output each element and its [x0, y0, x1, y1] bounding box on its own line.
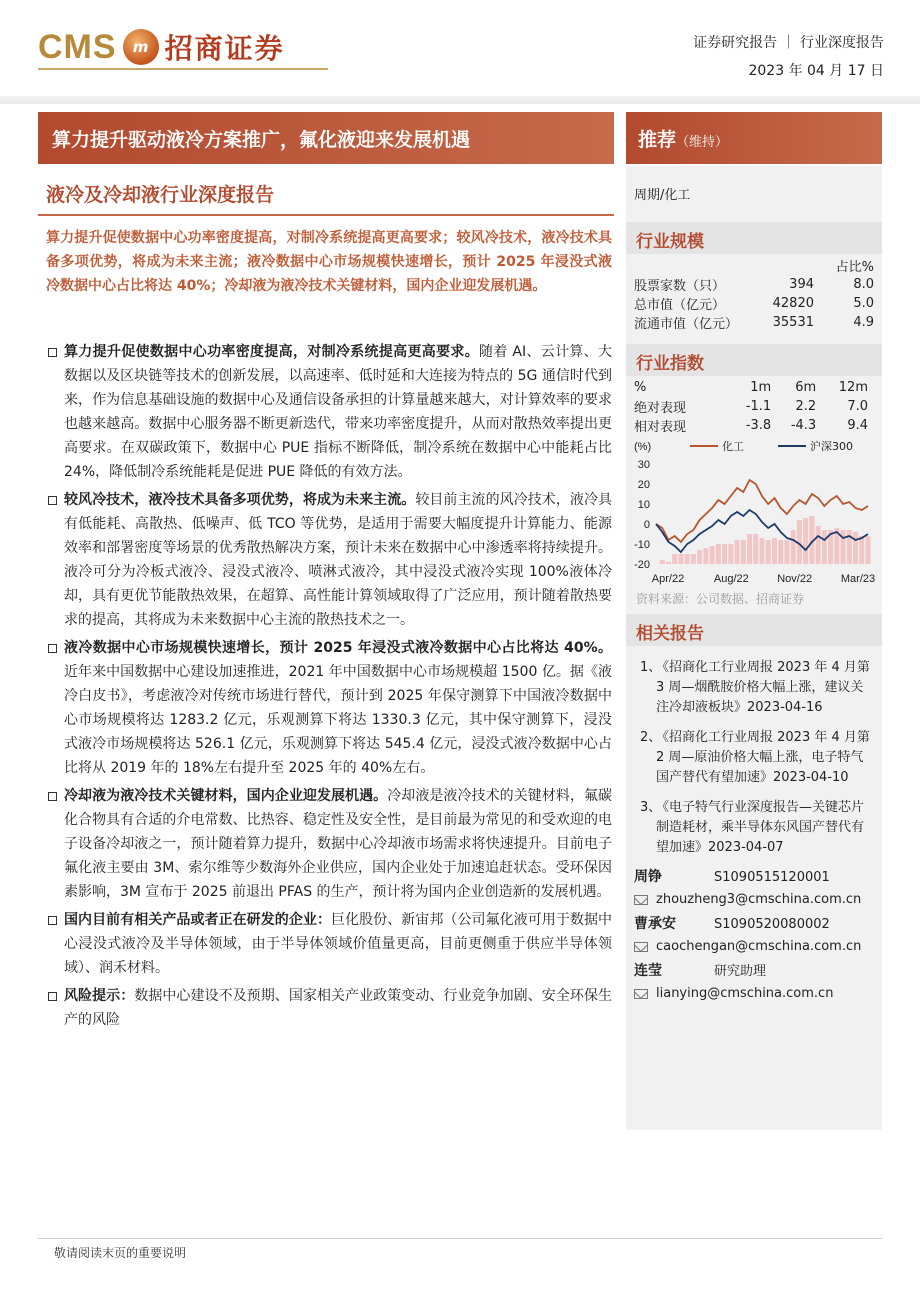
- bullet-text: 较目前主流的风冷技术，液冷具有低能耗、高散热、低噪声、低 TCO 等优势，是适用于需要大幅度提升计算能力、能源效率和部署密度等场景的优秀散热解决方案，预计未来在数据中心中渗透率将持续提升。液冷可分为冷板式液冷、浸没式液冷、喷淋式液冷，其中浸没式液冷实现 100%液体冷却，具有更优节能散热效果，在超算、高性能计算领域取得了广泛应用，预计随着散热要求的提高，其将成为未来数据中心主流的散热技术之一。: [64, 492, 613, 628]
- row-value: 2.2: [795, 399, 817, 414]
- row-label: 股票家数（只）: [634, 279, 726, 294]
- report-title: 《招商化工行业周报 2023 年 4 月第 2 周—原油价格大幅上涨，电子特气国产替代有望加速》2023-04-10: [656, 730, 870, 785]
- relative-bar: [760, 538, 765, 564]
- col-header: 6m: [795, 380, 817, 395]
- section-industry-scale: 行业规模: [626, 222, 882, 254]
- rating-banner: [626, 112, 882, 164]
- checkbox-bullet-icon: [48, 644, 57, 653]
- logo-underline: [38, 68, 328, 70]
- relative-bar: [672, 554, 677, 564]
- footer-divider: [38, 1238, 882, 1239]
- relative-bar: [766, 540, 771, 564]
- table-row: [634, 313, 874, 332]
- relative-bar: [803, 518, 808, 564]
- y-tick-label: 30: [637, 459, 650, 471]
- related-reports-list: [640, 658, 876, 868]
- section-related-reports: 相关报告: [626, 614, 882, 646]
- rating-sub: （维持）: [676, 135, 729, 150]
- industry-category: 周期/化工: [634, 188, 691, 203]
- row-value: 394: [789, 277, 814, 292]
- y-tick-label: 10: [637, 499, 650, 511]
- table-header-row: [634, 378, 868, 397]
- bullet-item: [46, 340, 612, 484]
- checkbox-bullet-icon: [48, 992, 57, 1001]
- relative-bar: [778, 540, 783, 564]
- checkbox-bullet-icon: [48, 916, 57, 925]
- bullet-lead: 液冷数据中心市场规模快速增长，预计 2025 年浸没式液冷数据中心占比将达 40%。: [64, 640, 612, 656]
- analyst-email-link[interactable]: zhouzheng3@cmschina.com.cn: [656, 892, 862, 907]
- row-pct: 5.0: [853, 296, 874, 311]
- relative-bar: [859, 536, 864, 564]
- relative-bar: [697, 550, 702, 564]
- table-row: [634, 397, 868, 416]
- related-report-link[interactable]: [640, 658, 876, 718]
- relative-bar: [791, 530, 796, 564]
- row-label: 总市值（亿元）: [634, 298, 726, 313]
- analyst-role: 研究助理: [714, 964, 767, 979]
- relative-bar: [678, 554, 683, 564]
- analyst-id: S1090515120001: [714, 870, 830, 885]
- relative-bar: [685, 554, 690, 564]
- bullet-text: 随着 AI、云计算、大数据以及区块链等技术的创新发展，以高速率、低时延和大连接为特点的 5G 通信时代到来，作为信息基础设施的数据中心及通信设备承担的计算量越来越大，对计算效率的要求也越来越高。数据中心服务器不断更新迭代，带来功率密度提升，从而对散热效率提出更高要求。在双碳政策下，数据中心 PUE 指标不断降低，制冷系统在数据中心中能耗占比 24%，降低制冷系统能耗是促进 PUE 降低的有效方法。: [64, 344, 613, 480]
- analyst-id: S1090520080002: [714, 917, 830, 932]
- related-report-link[interactable]: [640, 798, 876, 858]
- bullet-lead: 冷却液为液冷技术关键材料，国内企业迎发展机遇。: [64, 788, 388, 804]
- bullet-text: 数据中心建设不及预期、国家相关产业政策变动、行业竞争加剧、安全环保生产的风险: [64, 988, 613, 1028]
- y-tick-label: 0: [643, 519, 650, 531]
- company-logo: [38, 22, 285, 72]
- relative-bar: [772, 538, 777, 564]
- row-value: 42820: [772, 296, 814, 311]
- row-value: -3.8: [745, 418, 772, 433]
- report-subtitle: 液冷及冷却液行业深度报告: [46, 184, 275, 206]
- relative-bar: [691, 554, 696, 564]
- row-label: 绝对表现: [634, 401, 687, 416]
- relative-bar: [822, 530, 827, 564]
- relative-bar: [666, 562, 671, 564]
- col-header-pct: 占比%: [835, 260, 874, 275]
- footer-note: 敬请阅读末页的重要说明: [54, 1246, 187, 1260]
- logo-cn-text: 招商证券: [164, 32, 285, 65]
- relative-bar: [735, 540, 740, 564]
- bullet-lead: 国内目前有相关产品或者正在研发的企业：: [64, 912, 331, 928]
- bullet-item: [46, 984, 612, 1032]
- col-header: %: [634, 380, 647, 395]
- y-unit-label: (%): [634, 441, 652, 453]
- mail-icon: [634, 942, 648, 952]
- mail-icon: [634, 895, 648, 905]
- x-tick-label: Apr/22: [651, 573, 685, 585]
- relative-bar: [722, 544, 727, 564]
- col-header: 1m: [750, 380, 772, 395]
- checkbox-bullet-icon: [48, 348, 57, 357]
- header-meta: [693, 32, 884, 80]
- analyst-email-link[interactable]: lianying@cmschina.com.cn: [656, 986, 834, 1001]
- bullet-lead: 较风冷技术，液冷技术具备多项优势，将成为未来主流。: [64, 492, 416, 508]
- bullet-item: [46, 488, 612, 632]
- analyst-name: 曹承安: [634, 916, 676, 932]
- row-label: 流通市值（亿元）: [634, 317, 739, 332]
- relative-bar: [816, 526, 821, 564]
- mail-icon: [634, 989, 648, 999]
- x-tick-label: Nov/22: [777, 573, 813, 585]
- checkbox-bullet-icon: [48, 496, 57, 505]
- bullet-text: 冷却液是液冷技术的关键材料，氟碳化合物具有合适的介电常数、比热容、稳定性及安全性，是目前最为常见的和受欢迎的电子设备冷却液之一，预计随着算力提升，数据中心冷却液市场需求将快速提升。目前电子氟化液主要由 3M、索尔维等少数海外企业供应，国内企业处于加速追赶状态。受环保因素影响，3M 宣布于 2025 前退出 PFAS 的生产，预计将为国内企业创造新的发展机遇。: [64, 788, 613, 900]
- relative-bar: [784, 540, 789, 564]
- y-tick-label: -20: [634, 559, 650, 571]
- checkbox-bullet-icon: [48, 792, 57, 801]
- table-row: [634, 275, 874, 294]
- report-index: 3、: [640, 800, 662, 815]
- relative-bar: [710, 546, 715, 564]
- relative-bar: [728, 544, 733, 564]
- legend-label: 沪深300: [810, 440, 853, 453]
- y-tick-label: 20: [637, 479, 650, 491]
- logo-cms-text: CMS: [38, 27, 117, 66]
- row-value: 35531: [772, 315, 814, 330]
- col-header: 12m: [838, 380, 868, 395]
- row-label: 相对表现: [634, 420, 687, 435]
- relative-bar: [703, 548, 708, 564]
- logo-coin-icon: m: [123, 29, 159, 65]
- row-pct: 8.0: [853, 277, 874, 292]
- row-pct: 4.9: [853, 315, 874, 330]
- analyst-name: 连莹: [634, 963, 662, 979]
- industry-index-chart: [630, 436, 878, 586]
- table-row: [634, 416, 868, 435]
- relative-bar: [866, 536, 871, 564]
- analyst-info: [634, 866, 861, 1001]
- summary-paragraph: 算力提升促使数据中心功率密度提高，对制冷系统提高更高要求；较风冷技术，液冷技术具备多项优势，将成为未来主流；液冷数据中心市场规模快速增长，预计 2025 年浸没式液冷数据中心占比将达 40%；冷却液为液冷技术关键材料，国内企业迎发展机遇。: [46, 230, 612, 294]
- industry-index-table: [634, 378, 874, 435]
- relative-bar: [853, 532, 858, 564]
- legend-label: 化工: [722, 440, 744, 453]
- bullet-lead: 风险提示：: [64, 988, 135, 1004]
- chart-source: 资料来源：公司数据、招商证券: [636, 592, 805, 606]
- relative-bar: [747, 534, 752, 564]
- report-title: 《招商化工行业周报 2023 年 4 月第 3 周—烟酰胺价格大幅上涨，建议关注冷却液板块》2023-04-16: [656, 660, 870, 715]
- x-tick-label: Mar/23: [840, 573, 876, 585]
- report-date: 2023 年 04 月 17 日: [748, 63, 884, 79]
- report-index: 2、: [640, 730, 662, 745]
- rating-main: 推荐: [638, 129, 677, 151]
- row-value: 7.0: [847, 399, 868, 414]
- bullet-text: 巨化股份、新宙邦（公司氟化液可用于数据中心浸没式液冷及半导体领域，由于半导体领域价值量更高，目前更侧重于供应半导体领域）、润禾材料。: [64, 912, 612, 976]
- report-title: 《电子特气行业深度报告—关键芯片制造耗材，乘半导体东风国产替代有望加速》2023-04-07: [656, 800, 865, 855]
- subtitle-divider: [38, 214, 614, 216]
- table-row: [634, 294, 874, 313]
- report-index: 1、: [640, 660, 662, 675]
- bullet-item: [46, 784, 612, 904]
- bullet-text: 近年来中国数据中心建设加速推进，2021 年中国数据中心市场规模超 1500 亿。据《液冷白皮书》，考虑液冷对传统市场进行替代，预计到 2025 年保守测算下中国液冷数据中心市场规模将达 1283.2 亿元，乐观测算下将达 1330.3 亿元，其中保守测算下，浸没式液冷市场规模将达 526.1 亿元，乐观测算下将达 545.4 亿元，浸没式液冷数据中心占比将从 2019 年的 18%左右提升至 2025 年的 40%左右。: [64, 664, 612, 776]
- analyst-email-link[interactable]: caochengan@cmschina.com.cn: [656, 939, 862, 954]
- relative-bar: [716, 544, 721, 564]
- analyst-name: 周铮: [634, 869, 662, 885]
- section-industry-index: 行业指数: [626, 344, 882, 376]
- related-report-link[interactable]: [640, 728, 876, 788]
- bullet-item: [46, 908, 612, 980]
- bullet-lead: 算力提升促使数据中心功率密度提高，对制冷系统提高更高要求。: [64, 344, 480, 360]
- relative-bar: [753, 534, 758, 564]
- header-band: [0, 96, 920, 104]
- relative-bar: [741, 540, 746, 564]
- main-body: [46, 340, 612, 1036]
- row-value: 9.4: [847, 418, 868, 433]
- y-tick-label: -10: [634, 539, 650, 551]
- row-value: -4.3: [790, 418, 817, 433]
- x-tick-label: Aug/22: [713, 573, 749, 585]
- report-type: 证券研究报告 ｜ 行业深度报告: [693, 35, 884, 51]
- industry-scale-table: [634, 256, 874, 332]
- report-title: 算力提升驱动液冷方案推广，氟化液迎来发展机遇: [38, 112, 614, 164]
- relative-bar: [660, 560, 665, 564]
- row-value: -1.1: [745, 399, 772, 414]
- bullet-item: [46, 636, 612, 780]
